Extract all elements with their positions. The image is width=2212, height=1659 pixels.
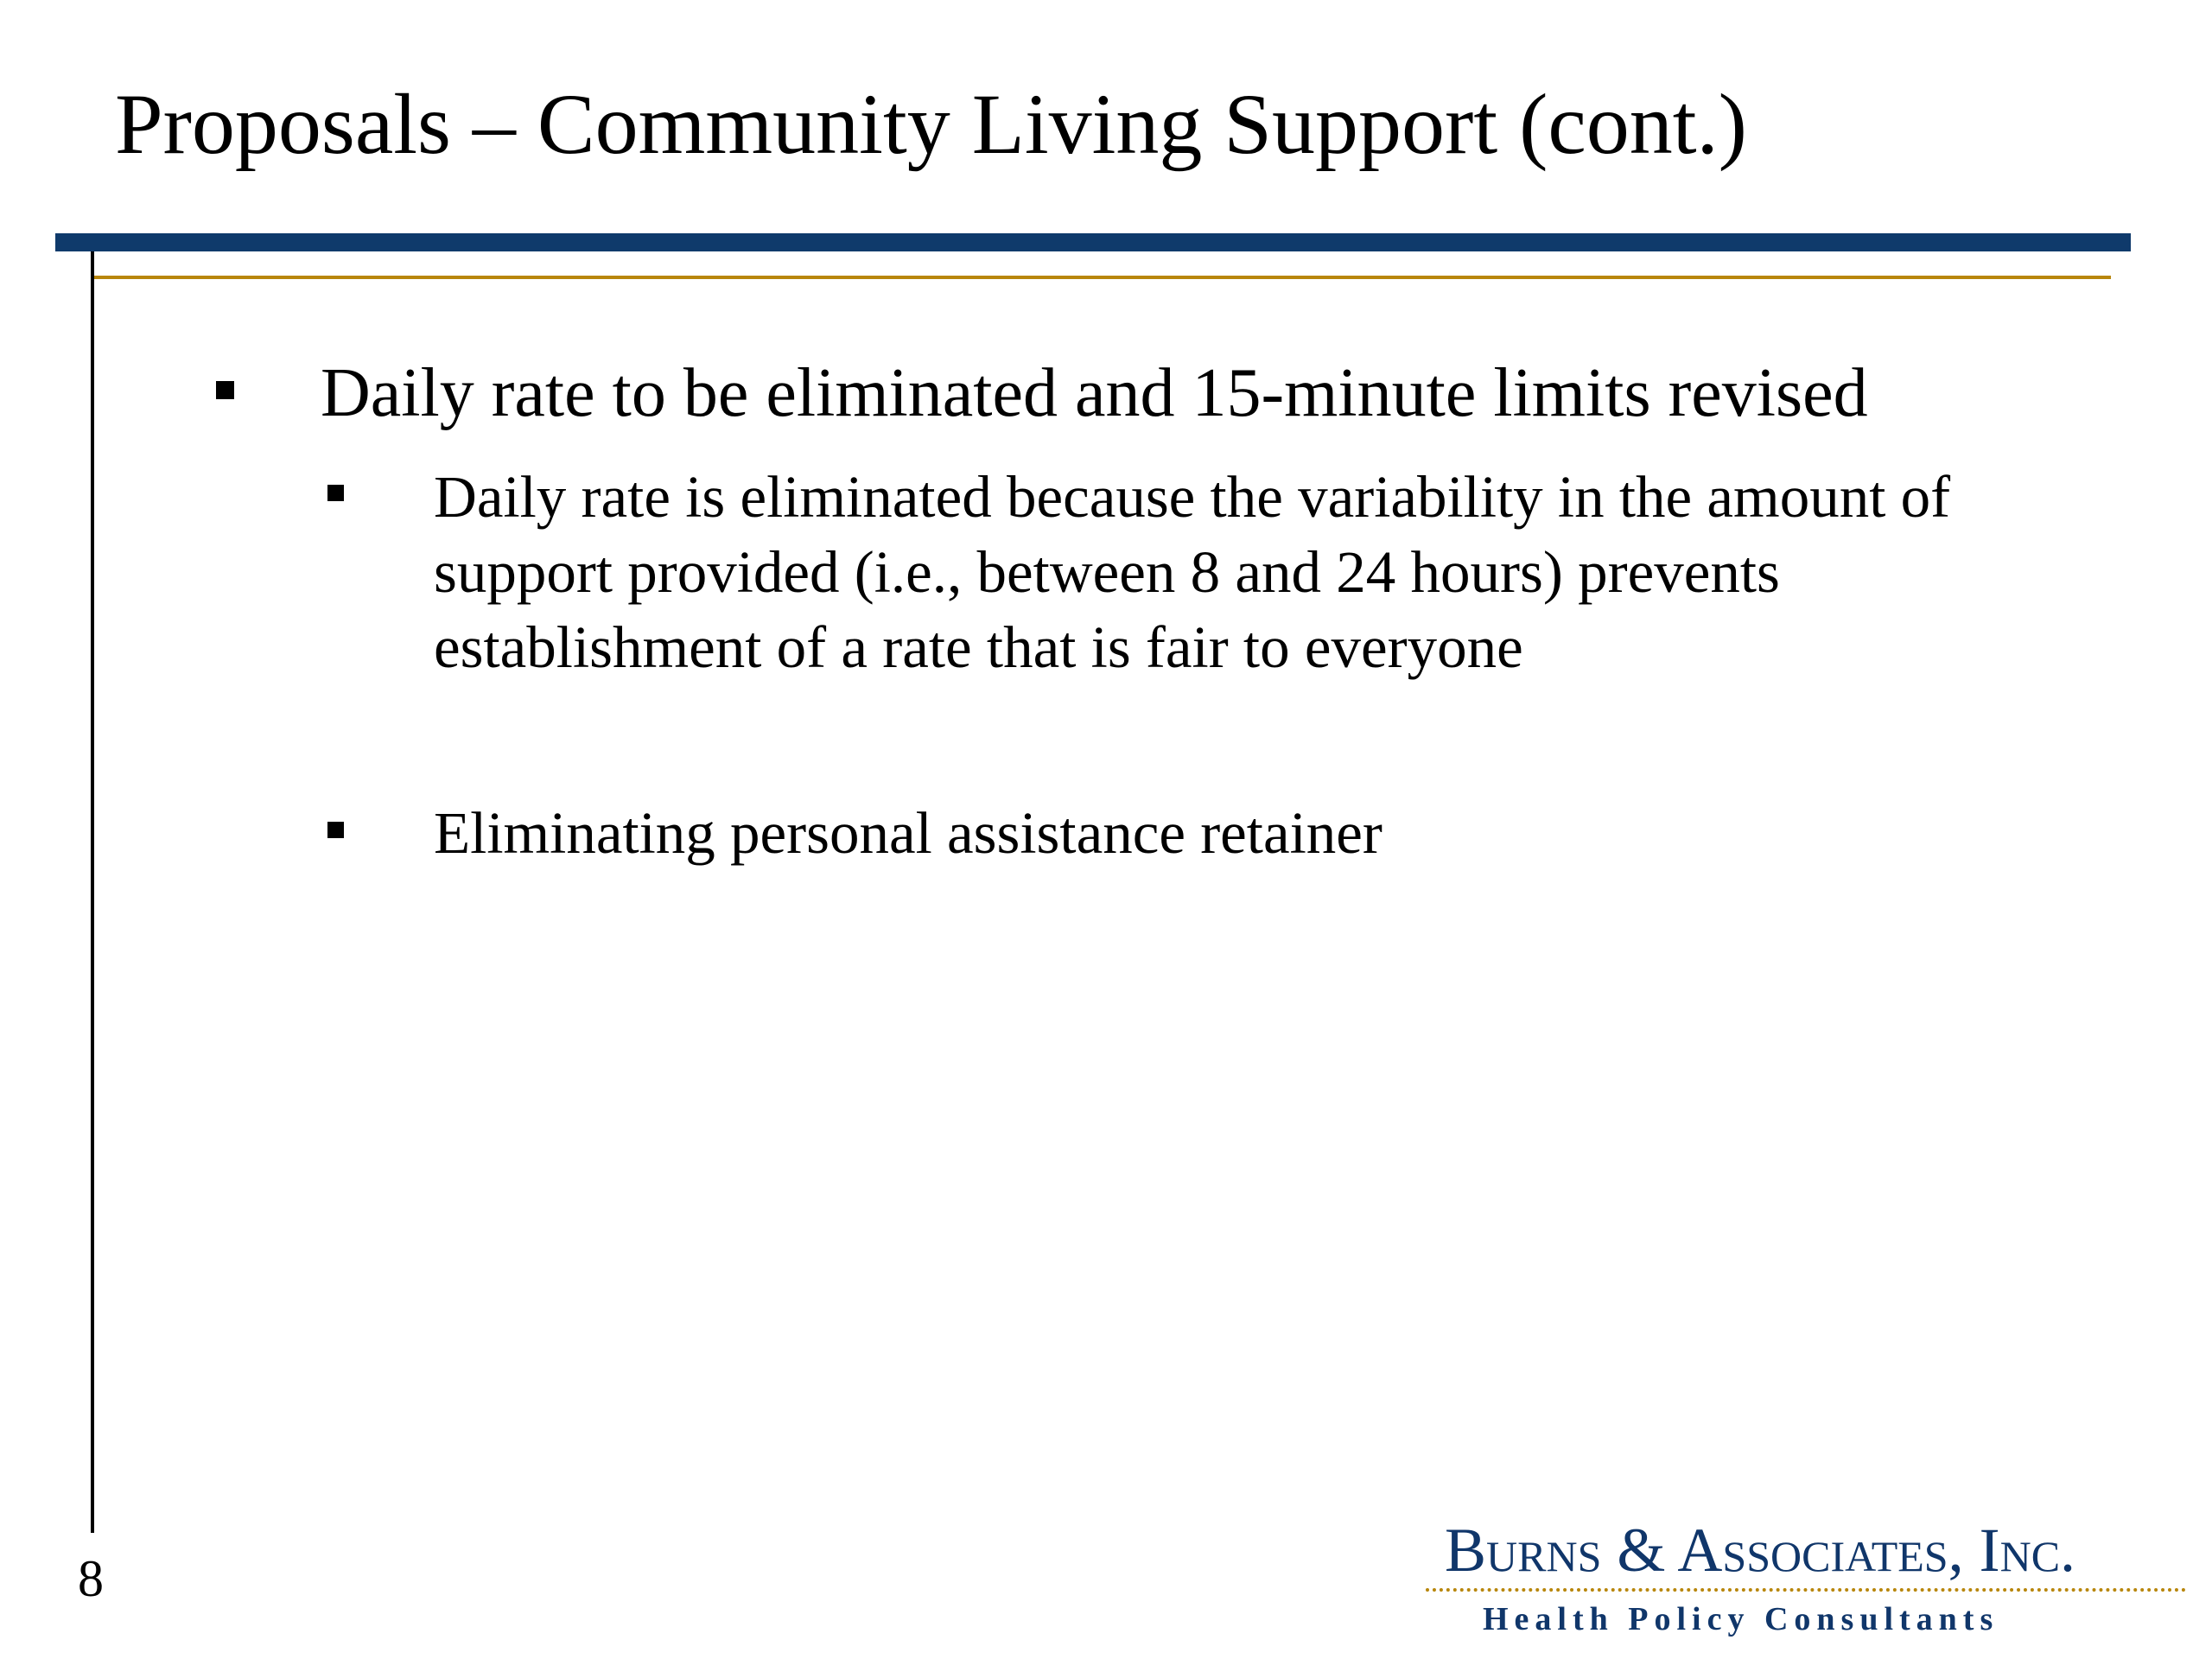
sub-bullet-square-icon bbox=[327, 485, 344, 501]
slide-title: Proposals – Community Living Support (cont.) bbox=[115, 76, 1747, 172]
sub-bullet-text: Eliminating personal assistance retainer bbox=[434, 800, 1382, 866]
company-name: Burns & Associates, Inc. bbox=[1445, 1516, 2076, 1585]
sub-bullet-text: Daily rate is eliminated because the variability in the amount of support provided (i.e., between 8 and 24 hours) prevents establishment of a rate that is fair to everyone bbox=[434, 464, 1951, 680]
title-divider-gold bbox=[93, 276, 2111, 279]
sub-bullet-square-icon bbox=[327, 822, 344, 838]
bullet-text-level-1: Daily rate to be eliminated and 15-minute limits revised bbox=[321, 355, 1868, 431]
left-vertical-rule bbox=[91, 251, 94, 1533]
logo-dotted-divider bbox=[1426, 1588, 2186, 1592]
company-logo bbox=[1426, 1512, 2186, 1642]
title-divider-blue bbox=[55, 233, 2131, 251]
page-number: 8 bbox=[78, 1550, 104, 1607]
company-tagline: Health Policy Consultants bbox=[1483, 1601, 1999, 1637]
bullet-square-icon bbox=[216, 381, 234, 399]
